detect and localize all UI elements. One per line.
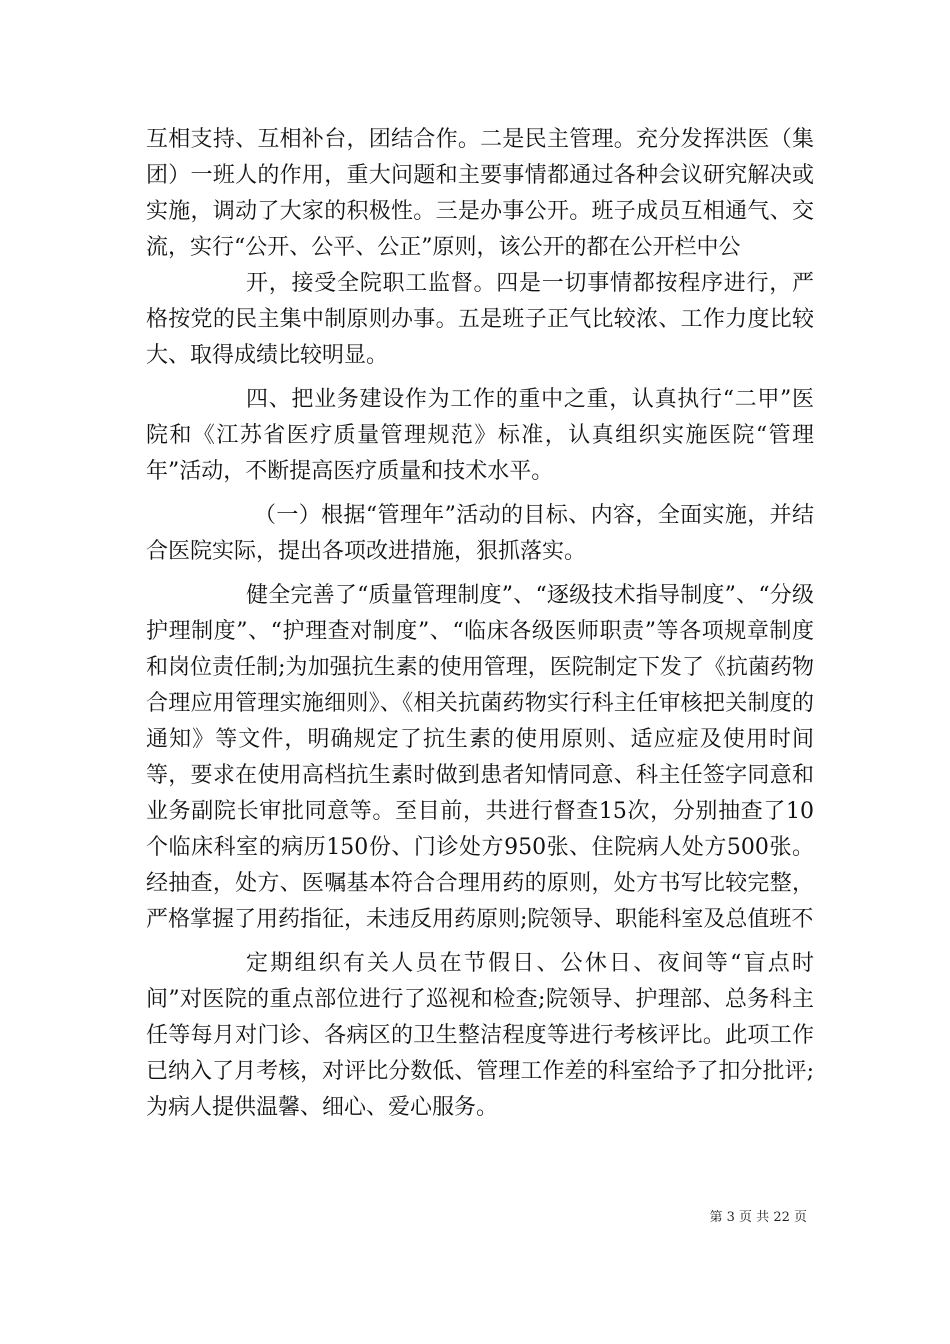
paragraph-6: 定期组织有关人员在节假日、公休日、夜间等“盲点时间”对医院的重点部位进行了巡视和检查;院领导、护理部、总务科主任等每月对门诊、各病区的卫生整洁程度等进行考核评比。此项工作已纳入了月考核，对评比分数低、管理工作差的科室给予了扣分批评;为病人提供温馨、细心、爱心服务。 [146,951,814,1120]
paragraph-4: （一）根据“管理年”活动的目标、内容，全面实施，并结合医院实际，提出各项改进措施，狠抓落实。 [146,503,814,564]
document-body [146,122,814,1126]
page-number: 第 3 页 共 22 页 [709,1210,807,1225]
paragraph-5: 健全完善了“质量管理制度”、“逐级技术指导制度”、“分级护理制度”、“护理查对制度”、“临床各级医师职责”等各项规章制度和岗位责任制;为加强抗生素的使用管理，医院制定下发了《抗菌药物合理应用管理实施细则》、《相关抗菌药物实行科主任审核把关制度的通知》等文件，明确规定了抗生素的使用原则、适应症及使用时间等，要求在使用高档抗生素时做到患者知情同意、科主任签字同意和业务副院长审批同意等。至目前，共进行督查15次，分别抽查了10个临床科室的病历150份、门诊处方950张、住院病人处方500张。经抽查，处方、医嘱基本符合合理用药的原则，处方书写比较完整，严格掌握了用药指征，未违反用药原则;院领导、职能科室及总值班不 [146,583,814,932]
paragraph-1: 互相支持、互相补台，团结合作。二是民主管理。充分发挥洪医（集团）一班人的作用，重大问题和主要事情都通过各种会议研究解决或实施，调动了大家的积极性。三是办事公开。班子成员互相通气、交流，实行“公开、公平、公正”原则，该公开的都在公开栏中公 [146,127,814,260]
paragraph-3: 四、把业务建设作为工作的重中之重，认真执行“二甲”医院和《江苏省医疗质量管理规范》标准，认真组织实施医院“管理年”活动，不断提高医疗质量和技术水平。 [146,387,814,484]
paragraph-2: 开，接受全院职工监督。四是一切事情都按程序进行，严格按党的民主集中制原则办事。五是班子正气比较浓、工作力度比较大、取得成绩比较明显。 [146,271,814,368]
